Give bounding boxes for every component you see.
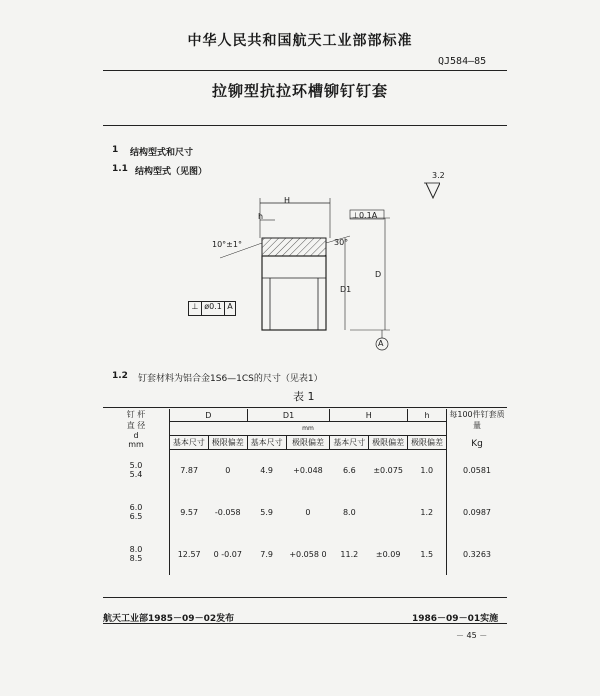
weight-value: 0.0581 xyxy=(463,465,491,475)
section-1-2-number: 1.2 xyxy=(112,371,128,381)
H-deviation xyxy=(369,491,408,533)
weight-label: 每100件钉套质量 xyxy=(449,410,505,430)
D1-basic: 4.9 xyxy=(260,465,273,475)
d-cell xyxy=(103,533,170,575)
weight-value: 0.0987 xyxy=(463,507,491,517)
sub-basic: 基本尺寸 xyxy=(247,435,286,449)
sub-limit: 极限偏差 xyxy=(408,435,447,449)
D1-deviation: 0 xyxy=(305,507,311,517)
header-rule xyxy=(103,70,507,71)
D-basic: 9.57 xyxy=(180,507,199,517)
D-deviation: 0 -0.07 xyxy=(213,549,242,559)
col-H-header: H xyxy=(330,409,408,422)
table-row xyxy=(103,533,507,575)
H-basic: 6.6 xyxy=(342,465,356,475)
section-1-2-title: 钉套材料为铝合金1S6—1CS的尺寸（见表1） xyxy=(138,374,323,384)
D1-deviation: +0.048 xyxy=(293,465,323,475)
d-value: 8.0 xyxy=(129,545,143,554)
tolerance-value: ø0.1 xyxy=(202,302,225,315)
dim-D1-label: D1 xyxy=(340,285,352,294)
standard-code: QJ584—85 xyxy=(438,56,487,67)
section-1-title: 结构型式和尺寸 xyxy=(130,148,194,158)
perpendicularity-symbol: ⊥ xyxy=(189,302,202,315)
dim-D-label: D xyxy=(375,270,382,279)
standard-org-header: 中华人民共和国航天工业部部标准 xyxy=(187,33,413,49)
col-h-header: h xyxy=(408,409,447,422)
table-row xyxy=(103,491,507,533)
table-row xyxy=(103,449,507,491)
table-bottom-rule xyxy=(103,597,507,598)
document-title: 拉铆型抗拉环槽铆钉钉套 xyxy=(211,82,388,100)
issued-date: 航天工业部1985－09－02发布 xyxy=(103,614,235,624)
mm-unit: mm xyxy=(128,440,144,449)
diameter-label: 直 径 xyxy=(126,421,146,430)
sub-basic: 基本尺寸 xyxy=(330,435,369,449)
weight-unit: Kg xyxy=(471,439,483,449)
sub-limit: 极限偏差 xyxy=(286,435,330,449)
chamfer-angle: 10°±1° xyxy=(212,240,242,249)
dim-h-label: h xyxy=(258,212,264,221)
dim-H-label: H xyxy=(284,196,291,205)
table-top-rule xyxy=(103,407,507,408)
d-value: 8.5 xyxy=(129,554,143,563)
sub-limit: 极限偏差 xyxy=(369,435,408,449)
D-basic: 7.87 xyxy=(180,465,199,475)
d-symbol: d xyxy=(133,431,139,440)
d-cell xyxy=(103,491,170,533)
dimension-table xyxy=(103,409,507,575)
unit-row: mm xyxy=(170,422,447,436)
rivet-collar-drawing xyxy=(200,168,440,358)
table-caption: 表 1 xyxy=(293,390,315,403)
h-value: 1.0 xyxy=(408,449,447,491)
H-basic: 11.2 xyxy=(340,549,359,559)
d-value: 6.5 xyxy=(129,512,143,521)
D-basic: 12.57 xyxy=(177,549,201,559)
h-value: 1.2 xyxy=(408,491,447,533)
section-1-1-number: 1.1 xyxy=(112,164,128,174)
D1-basic: 5.9 xyxy=(260,507,273,517)
d-value: 5.4 xyxy=(129,470,143,479)
roughness-symbol xyxy=(424,183,440,198)
tolerance-frame xyxy=(188,301,236,316)
roughness-value: 3.2 xyxy=(432,171,445,180)
datum-label: A xyxy=(378,339,384,348)
rod-label: 钉 杆 xyxy=(126,410,146,419)
rod-diameter-header xyxy=(103,409,170,449)
section-1-1-title: 结构型式（见图） xyxy=(135,167,208,177)
H-deviation: ±0.075 xyxy=(373,465,403,475)
section-1-number: 1 xyxy=(112,145,119,155)
D-deviation: 0 xyxy=(225,465,231,475)
page-number: － 45 － xyxy=(456,631,488,640)
d-value: 5.0 xyxy=(129,461,143,470)
sub-basic: 基本尺寸 xyxy=(170,435,209,449)
col-D1-header: D1 xyxy=(247,409,330,422)
D1-deviation: +0.058 0 xyxy=(289,549,327,559)
col-D-header: D xyxy=(170,409,248,422)
H-deviation: ±0.09 xyxy=(375,549,401,559)
title-rule xyxy=(103,125,507,126)
tolerance-datum: A xyxy=(227,302,233,311)
d-cell xyxy=(103,449,170,491)
flatness-note: ⊥0.1A xyxy=(352,211,378,220)
sub-limit: 极限偏差 xyxy=(208,435,247,449)
weight-value: 0.3263 xyxy=(463,549,491,559)
weight-header xyxy=(447,409,508,449)
h-value: 1.5 xyxy=(408,533,447,575)
D1-basic: 7.9 xyxy=(260,549,273,559)
edge-angle: 30° xyxy=(334,238,349,247)
D-deviation: -0.058 xyxy=(214,507,241,517)
H-basic: 8.0 xyxy=(342,507,356,517)
d-value: 6.0 xyxy=(129,503,143,512)
effective-date: 1986－09－01实施 xyxy=(412,614,499,624)
footer-rule xyxy=(103,623,507,624)
